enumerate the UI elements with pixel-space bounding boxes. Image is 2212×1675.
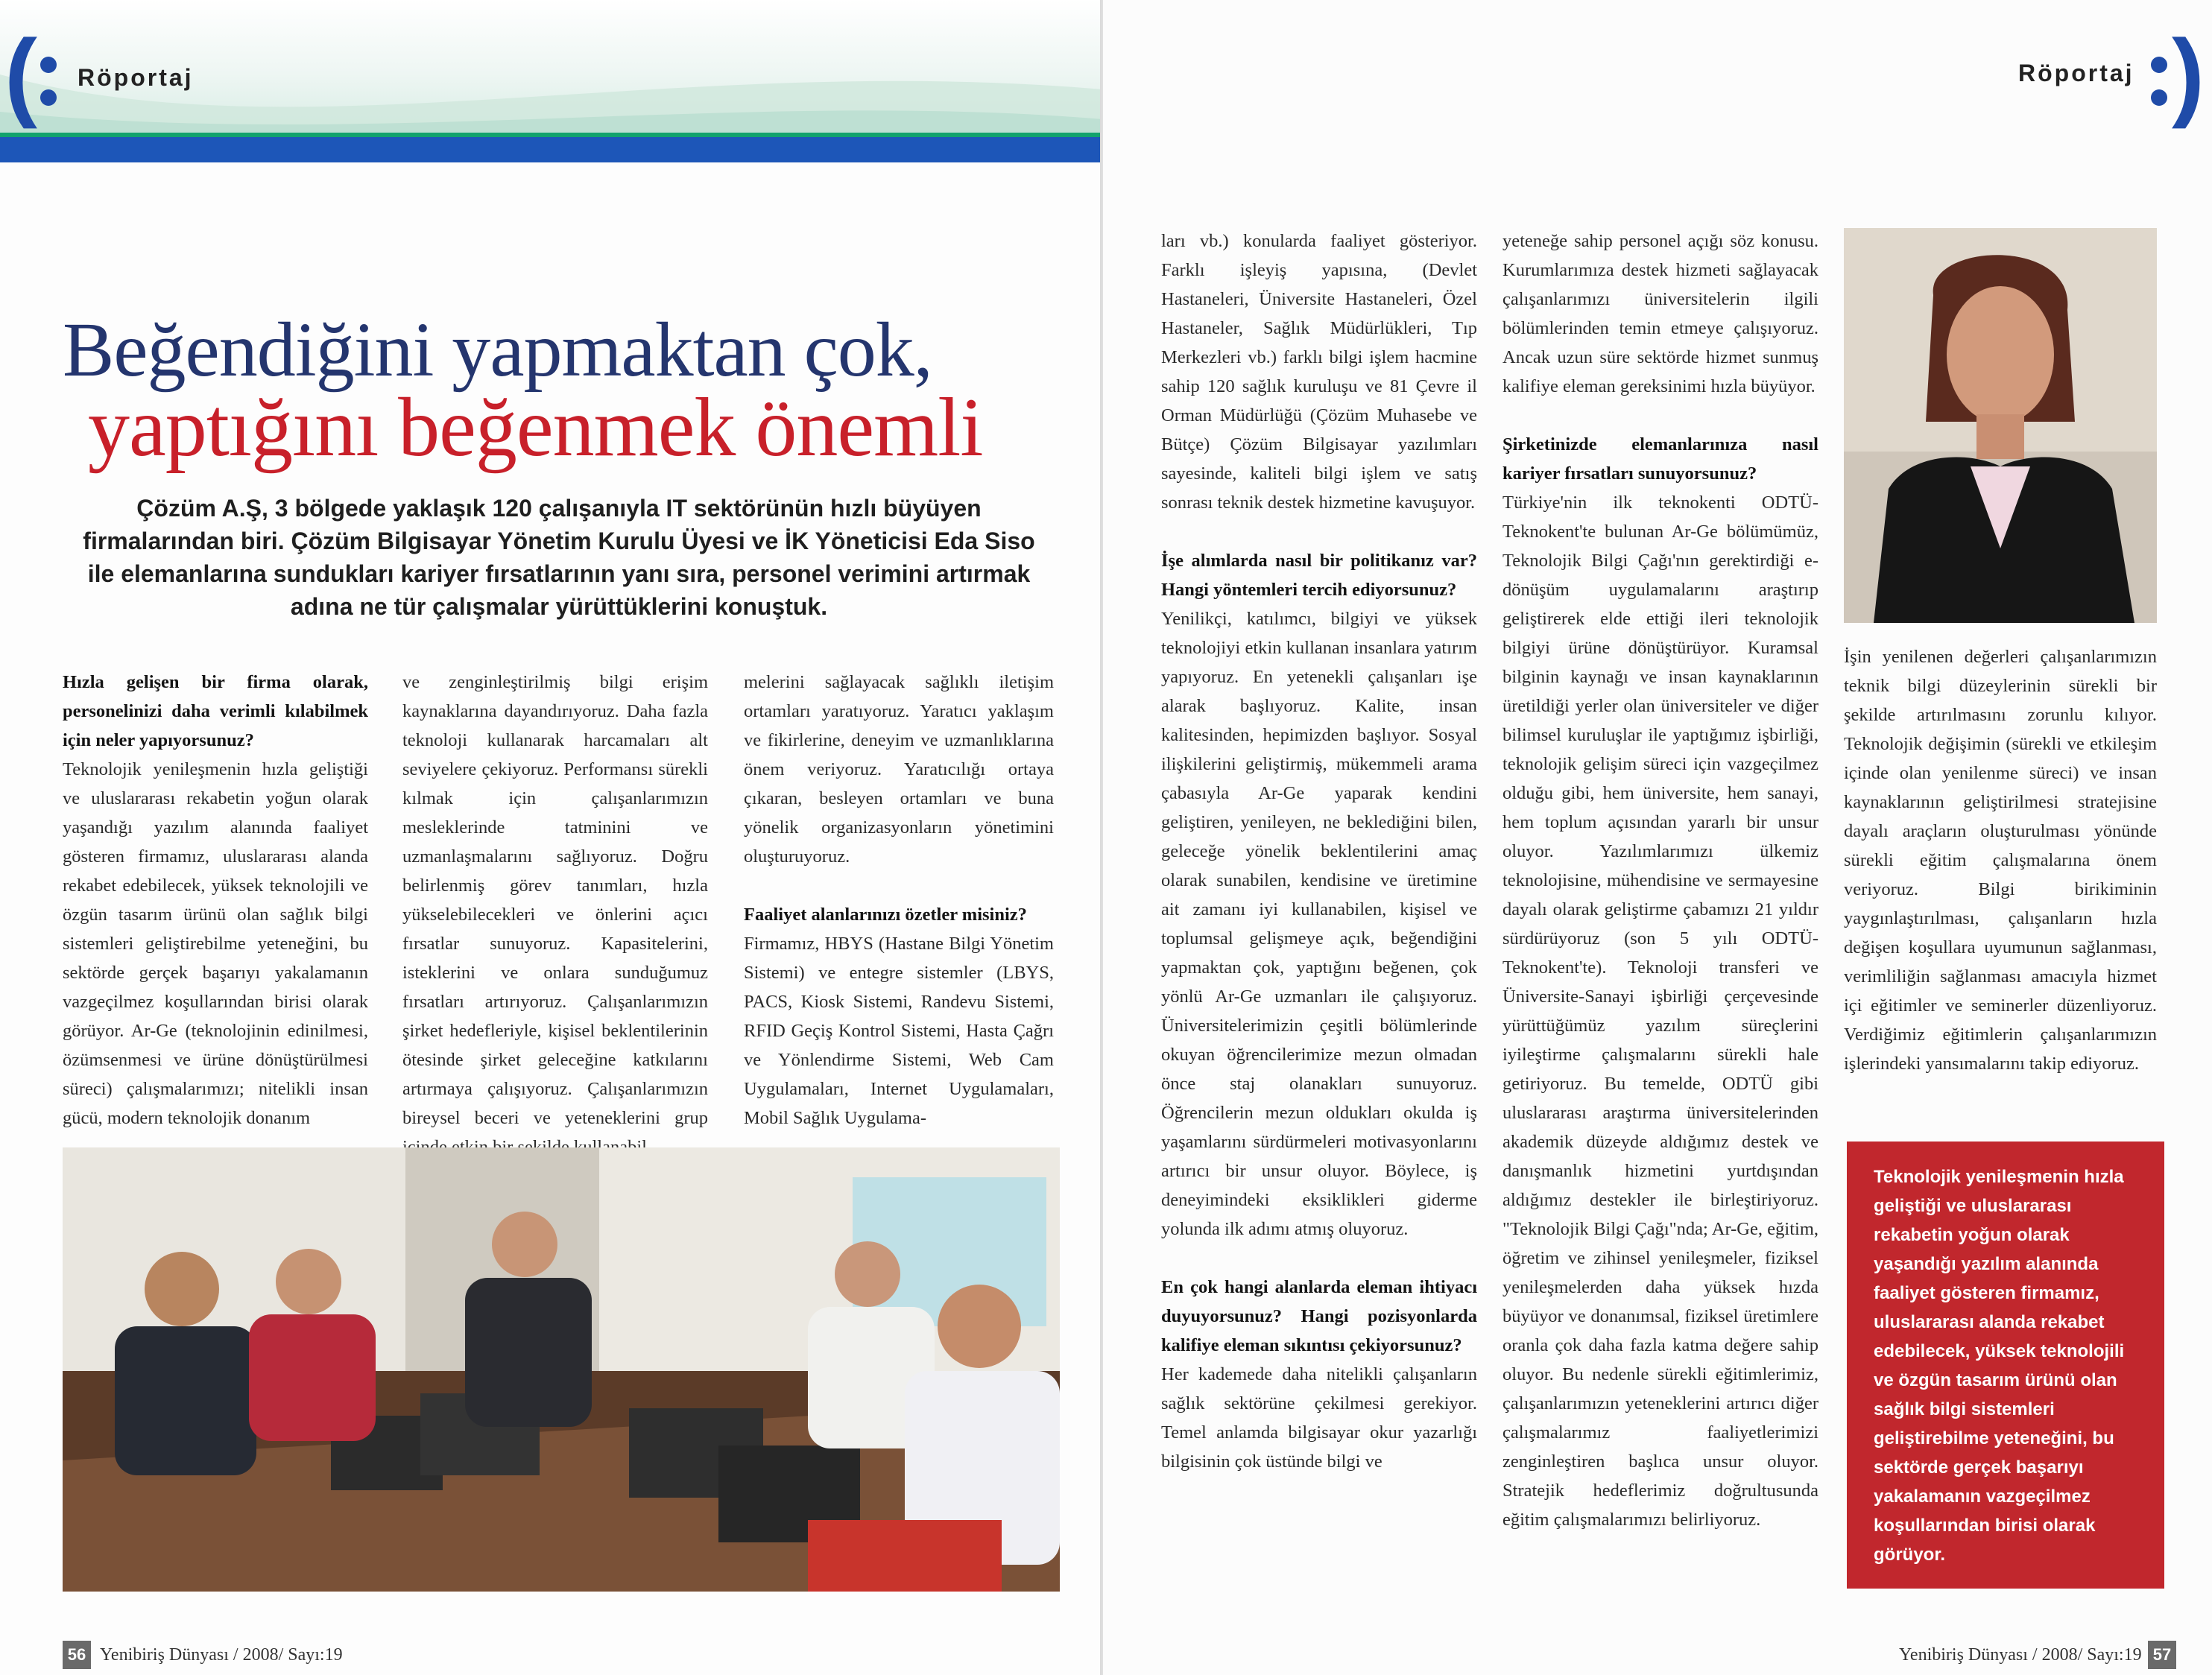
- left-page: [0, 0, 1103, 1675]
- answer: ve zenginleştirilmiş bilgi erişim kaynaklarına dayandırıyoruz. Daha fazla teknoloji kullanarak harcamaları alt seviyelere çekiyoruz. Performansı sürekli kılmak için çalışanlarımızın mesleklerinde tatminini ve uzmanlaşmalarını sağlıyoruz. Doğru belirlenmiş görev tanımları, hızla yükselebilecekleri ve önlerini açıcı fırsatlar sunuyoruz. Kapasitelerini, isteklerini ve onlara sunduğumuz fırsatları artırıyoruz. Çalışanlarımızın şirket hedefleriyle, kişisel beklentilerinin ötesinde şirket geleceğine katkılarını artırmaya çalışıyoruz. Çalışanlarımızın bireysel beceri ve yeteneklerini grup: [402, 672, 708, 1128]
- right-column-2: [1502, 227, 1818, 1534]
- left-column-1: [63, 668, 368, 1133]
- section-label: Röportaj: [78, 64, 194, 91]
- left-column-3: [744, 668, 1054, 1133]
- team-photo: [63, 1147, 1060, 1592]
- headline-line-2: yaptığını beğenmek önemli: [88, 381, 983, 474]
- right-column-1: [1161, 227, 1477, 1476]
- lead-paragraph: Çözüm A.Ş, 3 bölgede yaklaşık 120 çalışanıyla IT sektörünün hızlı büyüyen firmalarından biri. Çözüm Bilgisayar Yönetim Kurulu Üyesi ve İK Yöneticisi Eda Siso ile elemanlarına sundukları kariyer fırsatlarının yanı sıra, personel verimini artırmak adına ne tür çalışmalar yürüttüklerini konuştuk.: [83, 495, 1035, 620]
- section-logo-icon: (: [4, 25, 72, 130]
- left-column-2: [402, 668, 708, 1162]
- answer: Firmamız, HBYS (Hastane Bilgi Yönetim Sistemi) ve entegre sistemler (LBYS, PACS, Kiosk Sistemi, Randevu Sistemi, RFID Geçiş Kontrol Sistemi, Hasta Çağrı ve Yönlendirme Sistemi, Web Cam Uygulamaları, Internet Uygulamaları, Mobil Sağlık Uygulama-: [744, 934, 1054, 1128]
- section-logo-icon: ): [2145, 25, 2212, 130]
- question: En çok hangi alanlarda eleman ihtiyacı duyuyorsunuz? Hangi pozisyonlarda kalifiye eleman sıkıntısı çekiyorsunuz?: [1161, 1277, 1477, 1355]
- answer: Her kademede daha nitelikli çalışanların sağlık sektörüne çekilmesi gerekiyor. Temel anlamda bilgisayar okur yazarlığı bilgisinin çok üstünde bilgi ve: [1161, 1364, 1477, 1472]
- section-label: Röportaj: [2018, 60, 2134, 86]
- answer: yeteneğe sahip personel açığı söz konusu. Kurumlarımıza destek hizmeti sağlayacak çalışanlarımızı üniversitelerin ilgili bölümlerinden temin etmeye çalışıyoruz. Ancak uzun süre sektörde hizmet sunmuş kalifiye eleman gereksinimi hızla büyüyor.: [1502, 231, 1818, 396]
- answer: Teknolojik yenileşmenin hızla geliştiği ve uluslararası rekabetin yoğun olarak yaşandığı yazılım alanında faaliyet gösteren firmamız, uluslararası alanda rekabet edebilecek, yüksek teknolojili ve özgün tasarım ürünü olan sağlık bilgi sistemleri geliştirebilme yeteneğini, bu sektörde gerçek başarıyı yakalamanın vazgeçilmez koşullarından birisi olarak görüyor. Ar-Ge (teknolojinin edinilmesi, özümsenmesi ve ürüne dönüştürülmesi süreci) çalışmalarımızı; nitelikli insan gücü, modern teknolojik donanım: [63, 759, 368, 1128]
- answer: melerini sağlayacak sağlıklı iletişim ortamları yaratıyoruz. Yaratıcı yaklaşım ve fikirlerine, deneyim ve uzmanlıklarına önem veriyoruz. Yaratıcılığı ortaya çıkaran, besleyen ortamları ve buna yönelik organizasyonların yönetimini oluşturuyoruz.: [744, 672, 1054, 867]
- question: Hızla gelişen bir firma olarak, personelinizi daha verimli kılabilmek için neler yapıyorsunuz?: [63, 672, 368, 750]
- header-blue-stripe: [0, 137, 1103, 162]
- right-column-3: [1844, 642, 2157, 1078]
- answer: İşin yenilenen değerleri çalışanlarımızın teknik bilgi düzeylerinin sürekli bir şekilde artırılmasını zorunlu kılıyor. Teknolojik değişimin (sürekli ve etkileşim içinde olan yenilenme süreci) ve insan kaynaklarının geliştirilmesi stratejisine dayalı araçların oluşturulması yönünde sürekli eğitim çalışmalarına önem veriyoruz. Bilgi birikiminin yaygınlaştırılması, çalışanların hızla değişen koşullara uyumunun sağlanması, verimliliğin sağlanması amacıyla hizmet içi eğitimler ve seminerler düzenliyoruz. Verdiğimiz eğitimlerin çalışanlarımızın işlerindeki yansımalarını takip ediyoruz.: [1844, 647, 2157, 1074]
- right-page-number: 57: [2148, 1641, 2176, 1669]
- headline-line-1: Beğendiğini yapmaktan çok,: [63, 307, 932, 393]
- portrait-photo: [1844, 228, 2157, 623]
- right-folio: Yenibiriş Dünyası / 2008/ Sayı:19: [1899, 1645, 2142, 1665]
- answer: ları vb.) konularda faaliyet gösteriyor. Farklı işleyiş yapısına, (Devlet Hastaneleri, Üniversite Hastaneleri, Özel Hastaneler, Sağlık Müdürlükleri, Tıp Merkezleri vb.) farklı bilgi işlem hacmine sahip 120 sağlık kuruluşu ve 81 Çevre il Orman Müdürlüğü (Çözüm Muhasebe ve Bütçe) Çözüm Bilgisayar yazılımları sayesinde, kaliteli bilgi işlem ve satış sonrası teknik destek hizmetine kavuşuyor.: [1161, 231, 1477, 513]
- question: Şirketinizde elemanlarınıza nasıl kariyer fırsatları sunuyorsunuz?: [1502, 434, 1818, 484]
- pull-quote-text: Teknolojik yenileşmenin hızla geliştiği ve uluslararası rekabetin yoğun olarak yaşandığı yazılım alanında faaliyet gösteren firmamız, uluslararası alanda rekabet edebilecek, yüksek teknolojili ve özgün tasarım ürünü olan sağlık bilgi sistemleri geliştirebilme yeteneğini, bu sektörde gerçek başarıyı yakalamanın vazgeçilmez koşullarından birisi olarak görüyor.: [1874, 1167, 2125, 1565]
- header-swoosh: [0, 45, 1103, 142]
- question: Faaliyet alanlarınızı özetler misiniz?: [744, 905, 1027, 925]
- answer: Türkiye'nin ilk teknokenti ODTÜ-Teknokent'te bulunan Ar-Ge bölümümüz, Teknolojik Bilgi Çağı'nın gerektirdiği e-dönüşüm uygulamalarını araştırıp geliştirerek elde ettiği ileri teknolojik bilgiyi ürüne dönüştürüyor. Kuramsal bilginin kaynağı ve insan kaynaklarının üretildiği yerler olan üniversiteler ve diğer bilimsel kuruluşlar ile yaptığımız işbirliği, teknolojik gelişim süreci için vazgeçilmez olduğu gibi, hem üniversite, hem sanayi, hem toplum açısından yararlı bir unsur oluyor. Yazılımlarımızı ülkemiz teknolojisine, mühendisine ve sermayesine dayalı olarak geliştirme çabamızı 21 yıldır sürdürüyoruz (son 5 yılı ODTÜ-Teknokent'te). Teknoloji transferi ve Üniversite-Sanayi işbirliği çerçevesinde yürüttüğümüz yazılım süreçlerini iyileştirme çalışmalarını sürekli hale getiriyoruz. Bu temelde, ODTÜ gibi uluslararası araştırma üniversitelerinden akademik düzeyde aldığımız destek ve danışmanlık hizmetini yurtdışından aldığımız destekler ile birleştiriyoruz. "Teknolojik Bilgi Çağı"nda; Ar-Ge, eğitim, öğretim ve zihinsel yenileşmeler, fiziksel yenileşmelerden daha yüksek hızda büyüyor ve donanımsal, fiziksel üretimlere oranla çok daha fazla katma değere sahip oluyor. Bu nedenle sürekli eğitimlerimiz, çalışanlarımızın yeteneklerini artırıcı diğer çalışmalarımız faaliyetlerimizi zenginleştiren başlıca unsur oluyor. Stratejik hedeflerimiz doğrultusunda eğitim çalışmalarımızı belirliyoruz.: [1502, 493, 1818, 1530]
- answer: Yenilikçi, katılımcı, bilgiyi ve yüksek teknolojiyi etkin kullanan insanlara yatırım yapıyoruz. En yetenekli çalışanları işe alarak başlıyoruz. Kalite, insan kalitesinden, hepimizden başlıyor. Sosyal ilişkilerini geliştirmiş, mükemmeli arama çabasıyla Ar-Ge yaparak kendini geliştiren, yenileyen, ne beklediğini bilen, geleceğe yönelik beklentilerini amaç olarak sunabilen, kendisine ve üretimine ait zamanı iyi kullanabilen, kişisel ve toplumsal gelişmeye açık, beğendiğini yapmaktan çok, yaptığını beğenen, çok yönlü Ar-Ge uzmanları ile çalışıyoruz. Üniversitelerimizin çeşitli bölümlerinde okuyan öğrencilerimize mezun olmadan önce staj olanakları sunuyoruz. Öğrencilerin mezun oldukları okulda iş yaşamlarını sürdürmeleri motivasyonlarını artırıcı bir unsur oluyor. Böylece, iş deneyimindeki eksiklikleri giderme yolunda ilk adımı atmış oluyoruz.: [1161, 609, 1477, 1239]
- left-folio: Yenibiriş Dünyası / 2008/ Sayı:19: [100, 1645, 343, 1665]
- pull-quote-box: [1847, 1142, 2164, 1589]
- question: İşe alımlarda nasıl bir politikanız var? Hangi yöntemleri tercih ediyorsunuz?: [1161, 551, 1477, 600]
- left-page-number: 56: [63, 1641, 91, 1669]
